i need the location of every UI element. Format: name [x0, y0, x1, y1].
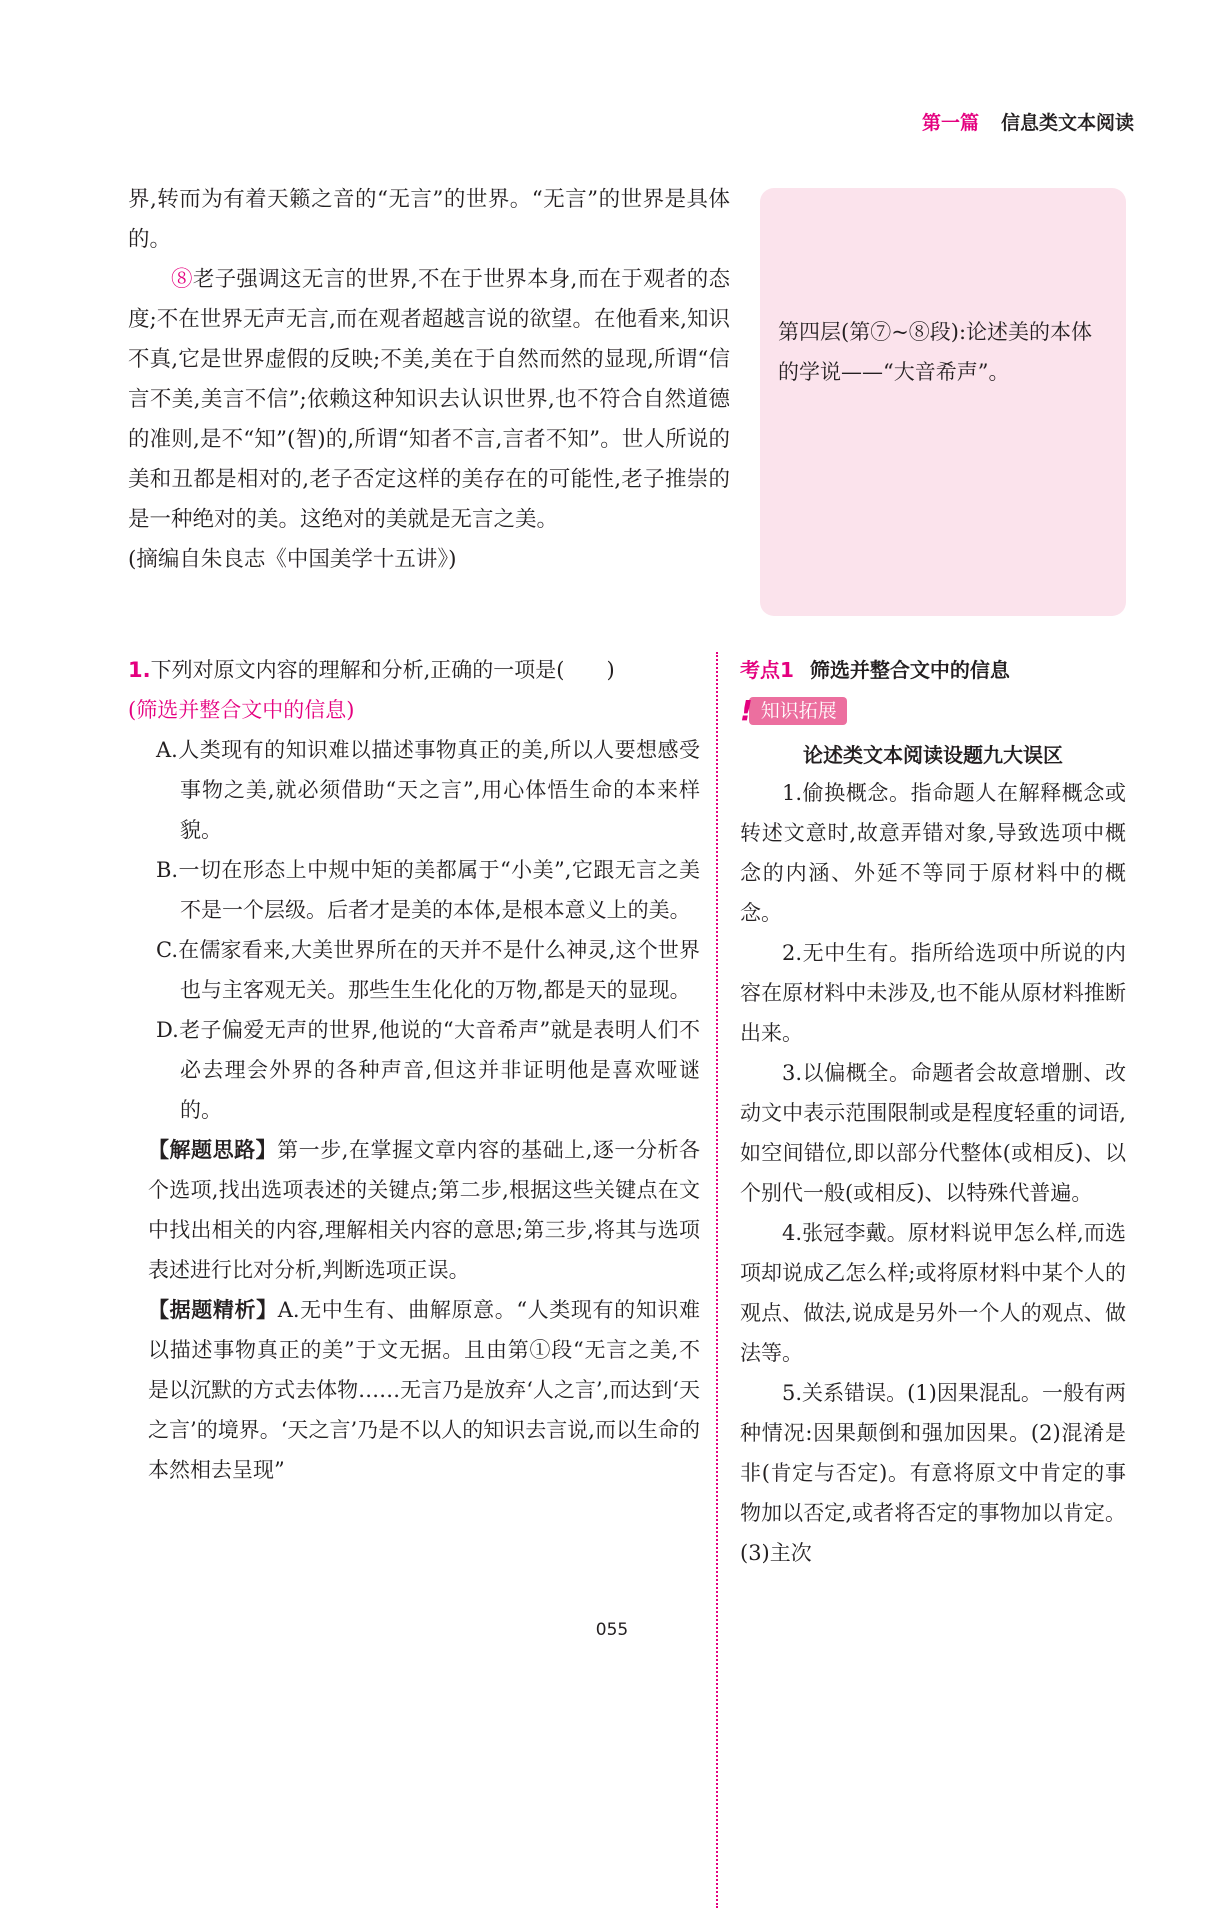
page-number: 055	[595, 1620, 629, 1640]
passage-paragraph-8	[128, 260, 730, 540]
analysis-label: 【据题精析】	[148, 1298, 278, 1322]
annotation-text: 第四层(第⑦~⑧段):论述美的本体的学说——“大音希声”。	[778, 320, 1093, 384]
question-number: 1.	[128, 658, 151, 682]
solution-thinking	[128, 1130, 700, 1290]
misconception-item: 4.张冠李戴。原材料说甲怎么样,而选项却说成乙怎么样;或将原材料中某个人的观点、做法,说成是另外一个人的观点、做法等。	[740, 1221, 1126, 1365]
section-label: 第一篇	[921, 112, 979, 134]
analysis-text: A.无中生有、曲解原意。“人类现有的知识难以描述事物真正的美”于文无据。且由第①段“无言之美,不是以沉默的方式去体物……无言乃是放弃‘人之言’,而达到‘天之言’的境界。‘天之言’乃是不以人的知识去言说,而以生命的本然相去呈现”	[148, 1298, 700, 1482]
reading-passage	[128, 180, 730, 580]
misconception-item: 2.无中生有。指所给选项中所说的内容在原材料中未涉及,也不能从原材料推断出来。	[740, 941, 1126, 1045]
question-hint: (筛选并整合文中的信息)	[128, 698, 355, 722]
solution-analysis	[128, 1290, 700, 1490]
option-letter: C.	[156, 938, 178, 962]
question-stem-text: 下列对原文内容的理解和分析,正确的一项是( )	[150, 658, 615, 682]
question-stem	[128, 650, 700, 690]
question-1	[128, 650, 700, 1490]
option-text: 在儒家看来,大美世界所在的天并不是什么神灵,这个世界也与主客观无关。那些生生化化的万物,都是天的显现。	[178, 938, 700, 1002]
misconception-item: 1.偷换概念。指命题人在解释概念或转述文意时,故意弄错对象,导致选项中概念的内涵、外延不等同于原材料中的概念。	[740, 781, 1126, 925]
knowledge-point-text: 筛选并整合文中的信息	[809, 658, 1010, 682]
knowledge-point-label: 考点1	[740, 658, 794, 682]
option-letter: A.	[156, 738, 178, 762]
paragraph-number: ⑧	[171, 267, 193, 292]
section-title: 信息类文本阅读	[1000, 112, 1134, 134]
option-text: 一切在形态上中规中矩的美都属于“小美”,它跟无言之美不是一个层级。后者才是美的本体,是根本意义上的美。	[178, 858, 700, 922]
option-b	[128, 850, 700, 930]
option-a	[128, 730, 700, 850]
option-letter: B.	[156, 858, 179, 882]
thinking-text: 第一步,在掌握文章内容的基础上,逐一分析各个选项,找出选项表述的关键点;第二步,根据这些关键点在文中找出相关的内容,理解相关内容的意思;第三步,将其与选项表述进行比对分析,判断选项正误。	[148, 1138, 700, 1282]
option-text: 人类现有的知识难以描述事物真正的美,所以人要想感受事物之美,就必须借助“天之言”,用心体悟生命的本来样貌。	[177, 738, 700, 842]
exclamation-icon: !	[740, 694, 753, 727]
column-divider	[716, 652, 718, 1908]
misconception-item: 3.以偏概全。命题者会故意增删、改动文中表示范围限制或是程度轻重的词语,如空间错位,即以部分代整体(或相反)、以个别代一般(或相反)、以特殊代普遍。	[740, 1061, 1126, 1205]
badge-label: 知识拓展	[749, 697, 847, 725]
passage-paragraph: 界,转而为有着天籁之音的“无言”的世界。“无言”的世界是具体的。	[128, 187, 730, 252]
paragraph-text: 老子强调这无言的世界,不在于世界本身,而在于观者的态度;不在世界无声无言,而在观者超越言说的欲望。在他看来,知识不真,它是世界虚假的反映;不美,美在于自然而然的显现,所谓“信言不美,美言不信”;依赖这种知识去认识世界,也不符合自然道德的准则,是不“知”(智)的,所谓“知者不言,言者不知”。世人所说的美和丑都是相对的,老子否定这样的美存在的可能性,老子推崇的是一种绝对的美。这绝对的美就是无言之美。	[128, 267, 730, 532]
option-c	[128, 930, 700, 1010]
option-letter: D.	[156, 1018, 179, 1042]
knowledge-column	[740, 650, 1126, 1573]
thinking-label: 【解题思路】	[148, 1138, 278, 1162]
option-d	[128, 1010, 700, 1130]
knowledge-point-title	[740, 650, 1126, 690]
option-text: 老子偏爱无声的世界,他说的“大音希声”就是表明人们不必去理会外界的各种声音,但这并非证明他是喜欢哑谜的。	[178, 1018, 700, 1122]
misconception-item: 5.关系错误。(1)因果混乱。一般有两种情况:因果颠倒和强加因果。(2)混淆是非(肯定与否定)。有意将原文中肯定的事物加以否定,或者将否定的事物加以肯定。(3)主次	[740, 1381, 1126, 1565]
passage-source: (摘编自朱良志《中国美学十五讲》)	[128, 547, 457, 572]
extension-heading: 论述类文本阅读设题九大误区	[803, 743, 1063, 767]
knowledge-badge	[740, 696, 847, 726]
annotation-box	[760, 188, 1126, 616]
running-header	[922, 108, 1134, 135]
